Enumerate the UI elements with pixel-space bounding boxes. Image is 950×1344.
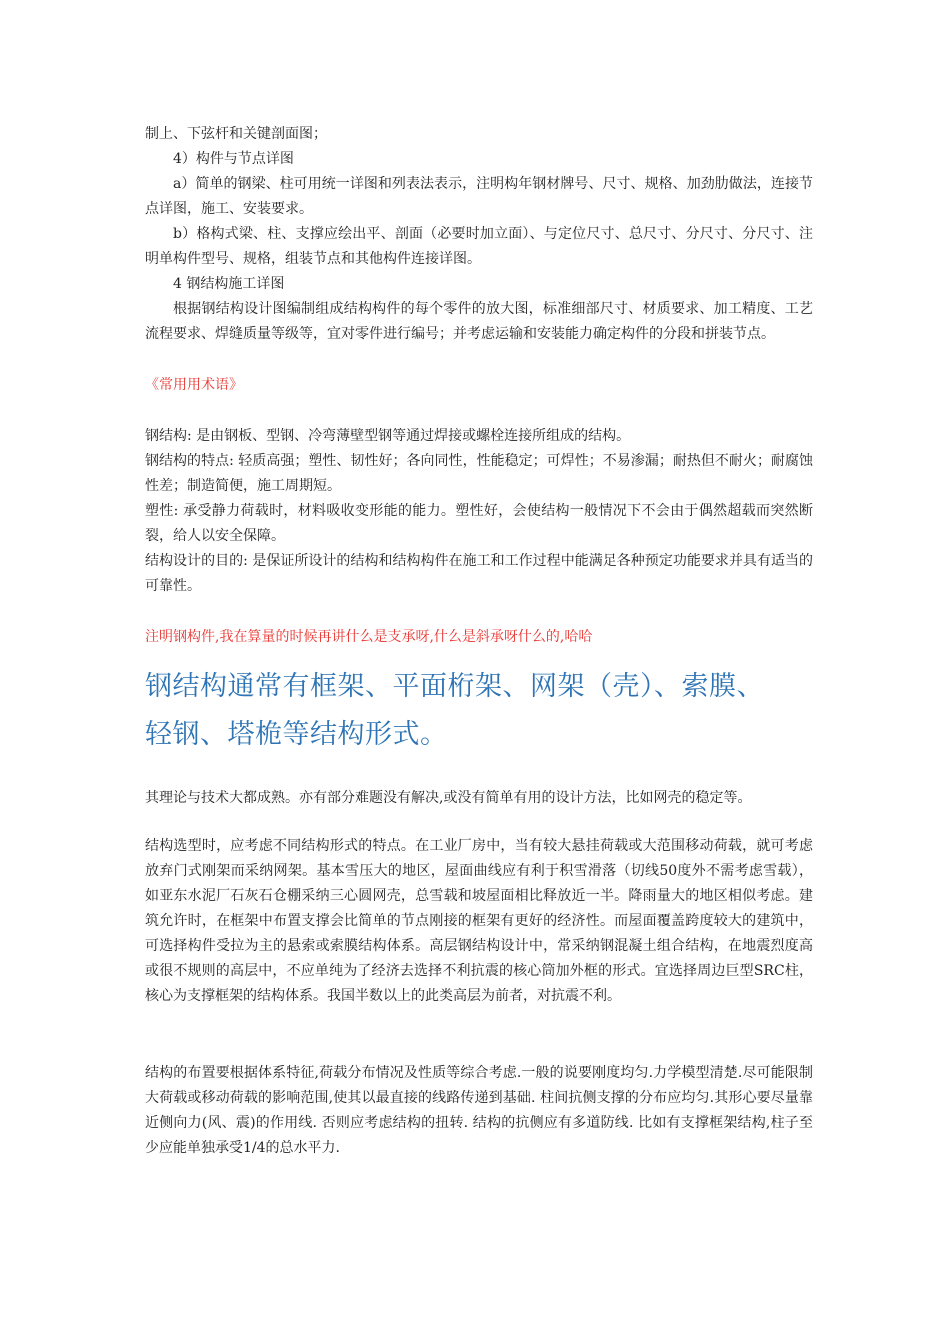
paragraph-continuation: 制上、下弦杆和关键剖面图； [145, 126, 327, 142]
section-heading [145, 663, 813, 759]
term-plasticity: 塑性: 承受静力荷载时，材料吸收变形能的能力。塑性好，会使结构一般情况下不会由于偶然超载而突然断裂，给人以安全保障。 [145, 503, 813, 544]
item-4-title: 4）构件与节点详图 [173, 151, 294, 167]
theory-paragraph: 其理论与技术大都成熟。亦有部分难题没有解决,或没有简单有用的设计方法，比如网壳的稳定等。 [145, 790, 752, 806]
item-4a: a）简单的钢梁、柱可用统一详图和列表法表示，注明构年钢材牌号、尺寸、规格、加劲肋做法，连接节点详图，施工、安装要求。 [145, 176, 813, 217]
section-4-body: 根据钢结构设计图编制组成结构构件的每个零件的放大图，标准细部尺寸、材质要求、加工精度、工艺流程要求、焊缝质量等级等，宜对零件进行编号；并考虑运输和安装能力确定构件的分段和拼装节点。 [145, 301, 813, 342]
term-design-purpose: 结构设计的目的: 是保证所设计的结构和结构构件在施工和工作过程中能满足各种预定功能要求并具有适当的可靠性。 [145, 553, 813, 594]
terms-title: 《常用用术语》 [145, 377, 243, 393]
heading-line-2: 轻钢、塔桅等结构形式。 [145, 719, 448, 750]
red-note: 注明钢构件,我在算量的时候再讲什么是支承呀,什么是斜承呀什么的,哈哈 [145, 629, 593, 645]
term-steel-structure: 钢结构: 是由钢板、型钢、冷弯薄壁型钢等通过焊接或螺栓连接所组成的结构。 [145, 428, 631, 444]
document-body [145, 122, 813, 1161]
heading-line-1: 钢结构通常有框架、平面桁架、网架（壳）、索膜、 [145, 671, 764, 702]
item-4b: b）格构式梁、柱、支撑应绘出平、剖面（必要时加立面）、与定位尺寸、总尺寸、分尺寸、分尺寸、注明单构件型号、规格，组装节点和其他构件连接详图。 [145, 226, 813, 267]
selection-paragraph: 结构选型时，应考虑不同结构形式的特点。在工业厂房中，当有较大悬挂荷载或大范围移动荷载，就可考虑放弃门式刚架而采纳网架。基本雪压大的地区，屋面曲线应有利于积雪滑落（切线50度外不需考虑雪载），如亚东水泥厂石灰石仓棚采纳三心圆网壳，总雪载和坡屋面相比释放近一半。降雨量大的地区相似考虑。建筑允许时，在框架中布置支撑会比简单的节点刚接的框架有更好的经济性。而屋面覆盖跨度较大的建筑中，可选择构件受拉为主的悬索或索膜结构体系。高层钢结构设计中，常采纳钢混凝土组合结构，在地震烈度高或很不规则的高层中，不应单纯为了经济去选择不利抗震的核心筒加外框的形式。宜选择周边巨型SRC柱，核心为支撑框架的结构体系。我国半数以上的此类高层为前者，对抗震不利。 [145, 838, 813, 1004]
term-characteristics: 钢结构的特点: 轻质高强；塑性、韧性好；各向同性，性能稳定；可焊性；不易渗漏；耐热但不耐火；耐腐蚀性差；制造简便，施工周期短。 [145, 453, 813, 494]
section-4-title: 4 钢结构施工详图 [173, 276, 285, 292]
layout-paragraph: 结构的布置要根据体系特征,荷载分布情况及性质等综合考虑.一般的说要刚度均匀.力学模型清楚.尽可能限制大荷载或移动荷载的影响范围,使其以最直接的线路传递到基础. 柱间抗侧支撑的分布应均匀.其形心要尽量靠近侧向力(风、震)的作用线. 否则应考虑结构的扭转. 结构的抗侧应有多道防线. 比如有支撑框架结构,柱子至少应能单独承受1/4的总水平力. [145, 1065, 813, 1156]
